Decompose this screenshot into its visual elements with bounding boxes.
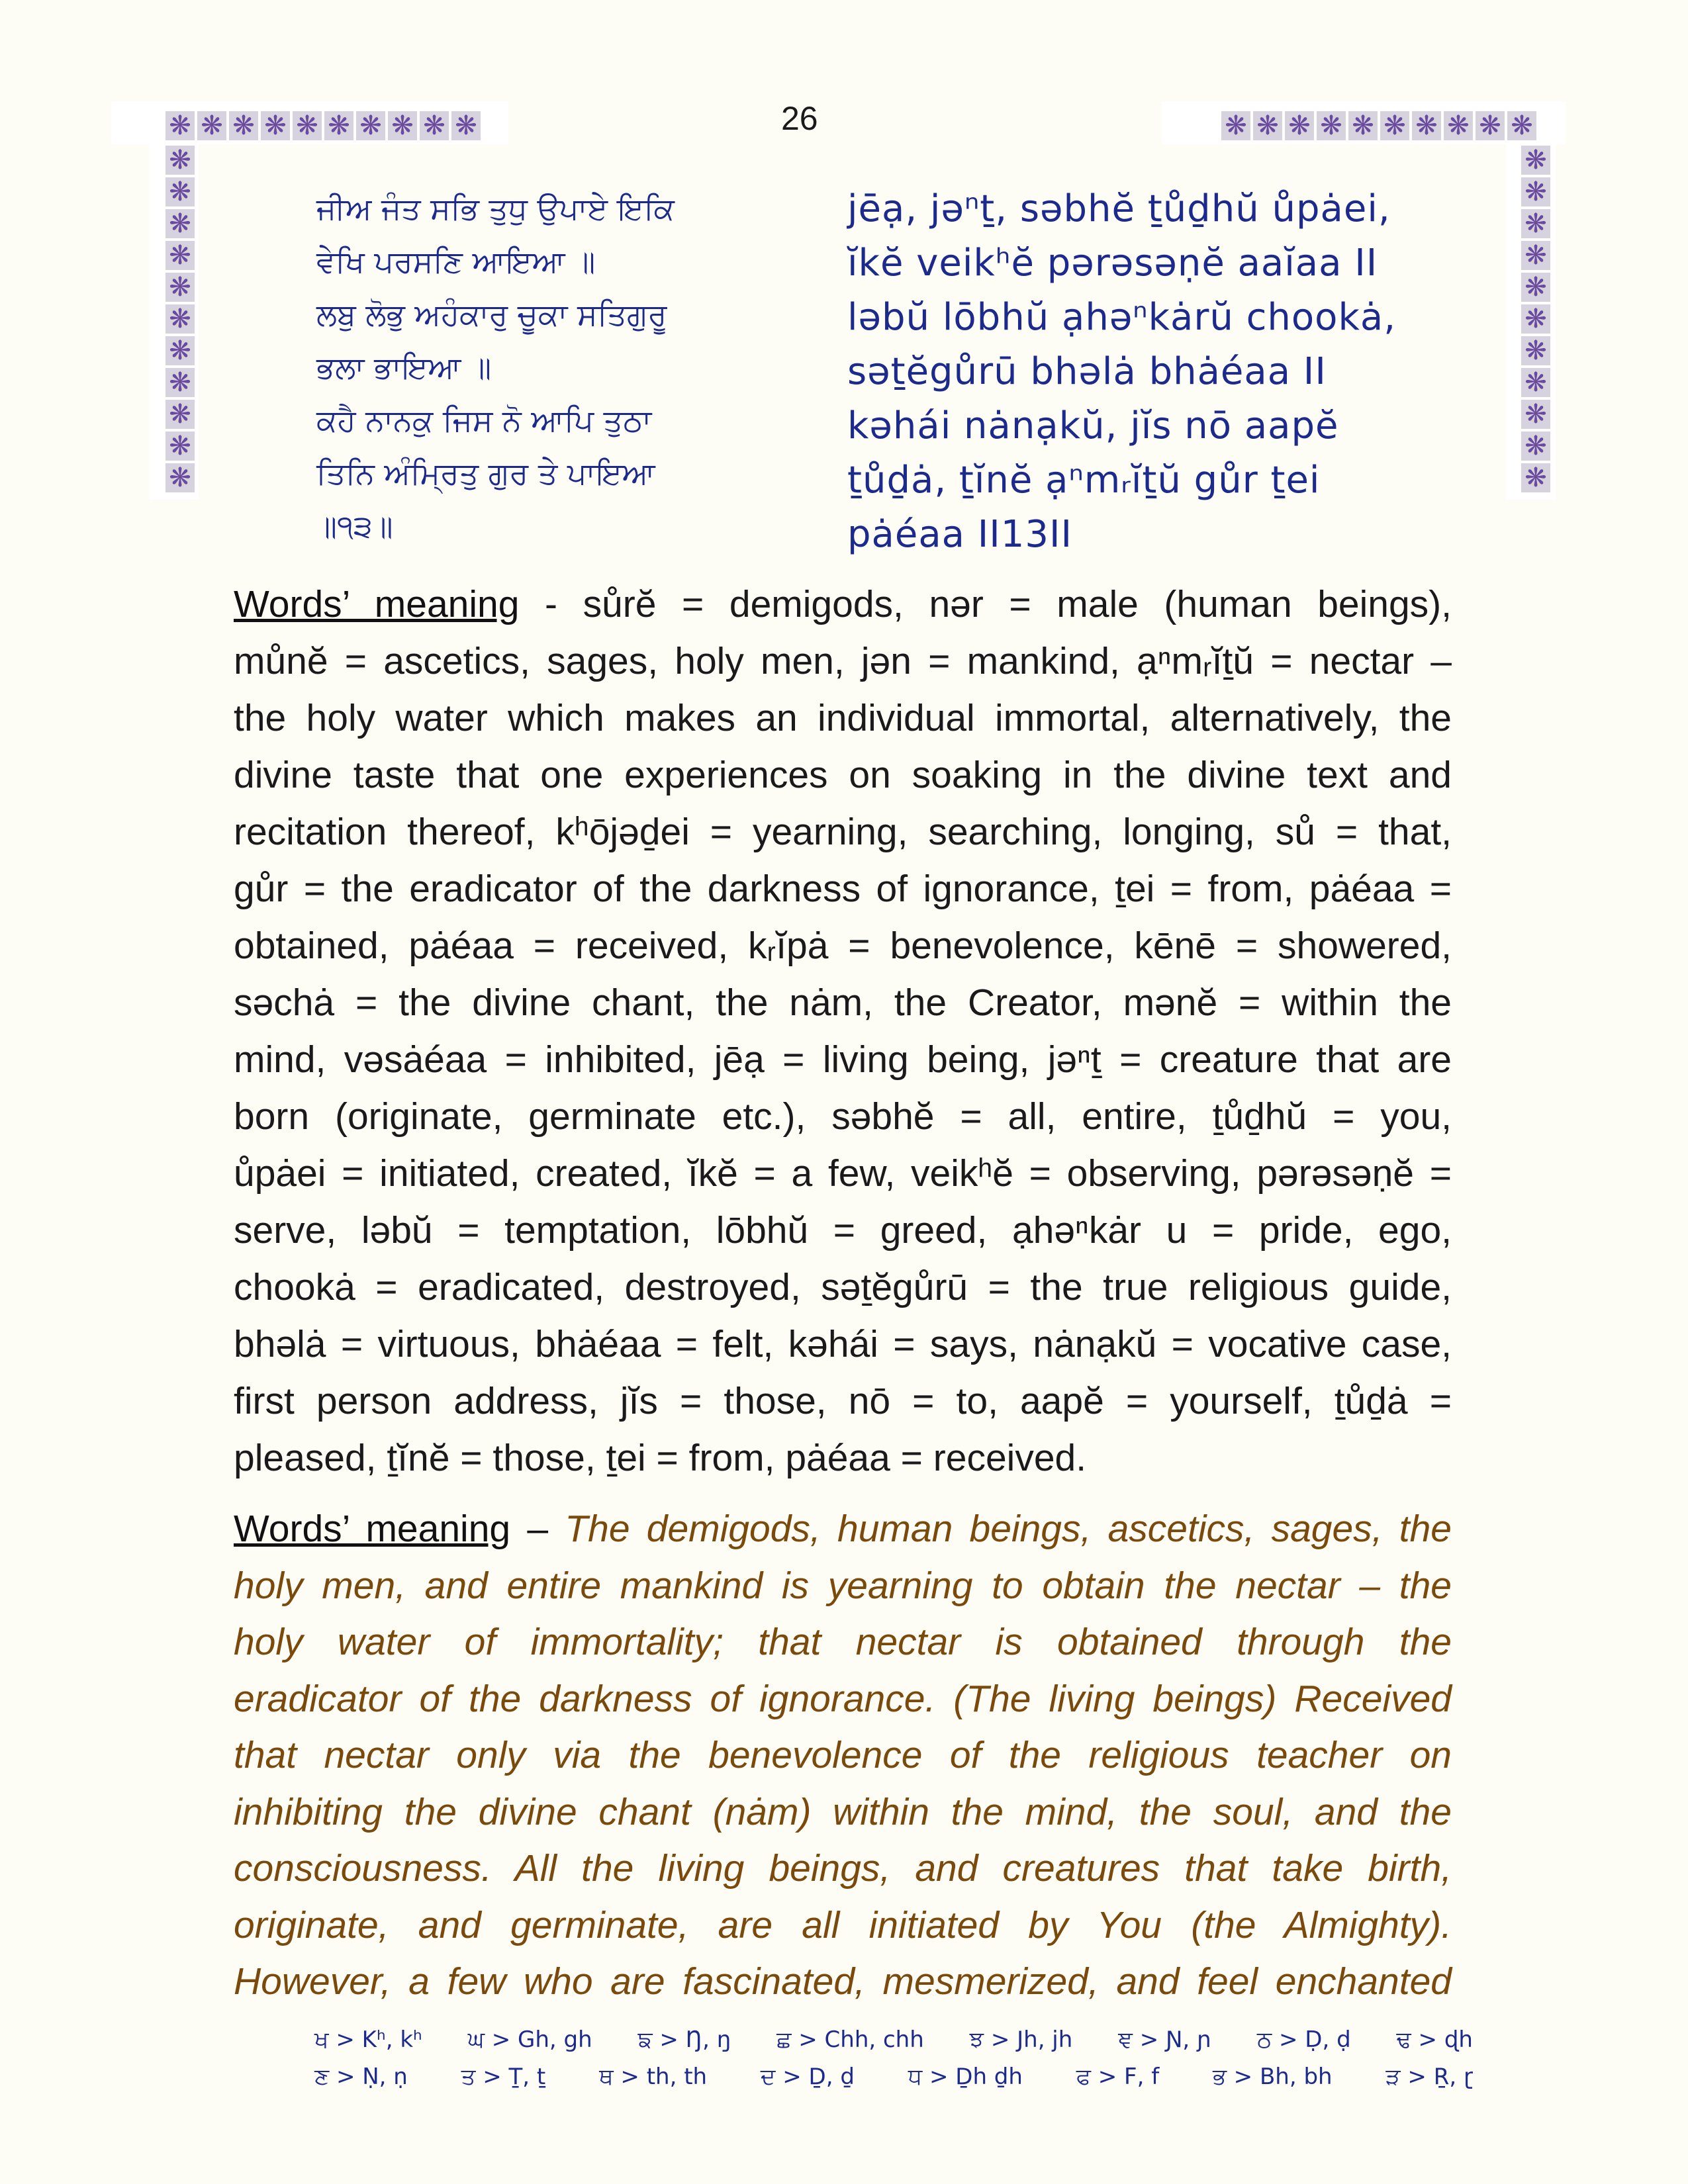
- key-entry: ਞ > Ɲ, ɲ: [1118, 2026, 1211, 2053]
- glossary-line: ůpȧei = initiated, created, ĭkĕ = a few, veikʰĕ = observing, pərəsəṇĕ =: [234, 1152, 1452, 1195]
- star-ornament-icon: ❋: [197, 111, 226, 140]
- star-ornament-icon: ❋: [356, 111, 385, 140]
- meaning-line: However, a few who are fascinated, mesmerized, and feel enchanted: [234, 1960, 1452, 2003]
- star-ornament-icon: ❋: [1521, 241, 1550, 270]
- star-ornament-icon: ❋: [1521, 463, 1550, 492]
- gurmukhi-line: ਤਿਨਿ ਅੰਮ੍ਰਿਤੁ ਗੁਰ ਤੇ ਪਾਇਆ: [316, 455, 655, 491]
- star-ornament-icon: ❋: [1507, 111, 1536, 140]
- star-ornament-icon: ❋: [1380, 111, 1409, 140]
- glossary-line: můnĕ = ascetics, sages, holy men, jən = mankind, ạⁿmᵣĭṯŭ = nectar –: [234, 640, 1452, 682]
- star-ornament-icon: ❋: [1521, 177, 1550, 206]
- key-entry: ਖ > Kʰ, kʰ: [314, 2026, 422, 2053]
- glossary-line: mind, vəsȧéaa = inhibited, jēạ = living being, jəⁿṯ = creature that are: [234, 1038, 1452, 1081]
- meaning-line: that nectar only via the benevolence of the religious teacher on: [234, 1734, 1452, 1776]
- glossary-line: first person address, jĭs = those, nō = to, aapĕ = yourself, ṯůḏȧ =: [234, 1380, 1452, 1422]
- glossary-line: gůr = the eradicator of the darkness of ignorance, ṯei = from, pȧéaa =: [234, 868, 1452, 910]
- gurmukhi-line: ਭਲਾ ਭਾਇਆ ॥: [316, 349, 492, 385]
- transliteration-line: ləbŭ lōbhŭ ạhəⁿkȧrŭ chookȧ,: [847, 296, 1396, 339]
- glossary-line: chookȧ = eradicated, destroyed, səṯĕgůrū = the true religious guide,: [234, 1266, 1452, 1308]
- glossary-line: obtained, pȧéaa = received, kᵣĭpȧ = benevolence, kēnē = showered,: [234, 925, 1452, 967]
- star-ornament-icon: ❋: [1521, 336, 1550, 365]
- star-ornament-icon: ❋: [1521, 432, 1550, 461]
- star-ornament-icon: ❋: [1521, 400, 1550, 429]
- key-entry: ਭ > Bh, bh: [1213, 2064, 1333, 2090]
- glossary-line: Words’ meaning - sůrĕ = demigods, nər = male (human beings),: [234, 583, 1452, 625]
- meaning-line: inhibiting the divine chant (nȧm) within the mind, the soul, and the: [234, 1790, 1452, 1833]
- top-left-star-border: [165, 111, 481, 140]
- star-ornament-icon: ❋: [451, 111, 481, 140]
- star-ornament-icon: ❋: [165, 304, 195, 334]
- transliteration-line: səṯĕgůrū bhəlȧ bhȧéaa II: [847, 350, 1327, 393]
- left-star-border: [165, 146, 195, 492]
- gurmukhi-verse: [316, 182, 714, 553]
- key-entry: ਫ > F, f: [1076, 2064, 1160, 2090]
- words-meaning-heading: Words’ meaning: [234, 583, 520, 625]
- gurmukhi-line: ਜੀਅ ਜੰਤ ਸਭਿ ਤੁਧੁ ਉਪਾਏ ਇਕਿ: [316, 191, 675, 226]
- glossary-line: the holy water which makes an individual immortal, alternatively, the: [234, 697, 1452, 739]
- transliteration-line: ĭkĕ veikʰĕ pərəsəṇĕ aaĭaa II: [847, 242, 1378, 285]
- transliteration: [847, 182, 1396, 562]
- transliteration-line: jēạ, jəⁿṯ, səbhĕ ṯůḏhŭ ůpȧei,: [847, 187, 1391, 230]
- top-right-star-border: [1221, 111, 1536, 140]
- star-ornament-icon: ❋: [1444, 111, 1473, 140]
- star-ornament-icon: ❋: [388, 111, 417, 140]
- star-ornament-icon: ❋: [165, 241, 195, 270]
- words-meaning-glossary: [234, 576, 1452, 1486]
- key-entry: ਦ > Ḏ, ḏ: [760, 2064, 855, 2090]
- gurmukhi-line: ਕਹੈ ਨਾਨਕੁ ਜਿਸ ਨੋ ਆਪਿ ਤੁਠਾ: [316, 402, 652, 438]
- meaning-line: Words’ meaning – The demigods, human beings, ascetics, sages, the: [234, 1508, 1452, 1550]
- star-ornament-icon: ❋: [324, 111, 353, 140]
- star-ornament-icon: ❋: [165, 146, 195, 175]
- star-ornament-icon: ❋: [165, 432, 195, 461]
- meaning-line: originate, and germinate, are all initiated by You (the Almighty).: [234, 1903, 1452, 1946]
- key-entry: ਝ > Jh, jh: [969, 2026, 1073, 2053]
- glossary-line: recitation thereof, kʰōjəḏei = yearning, searching, longing, sů = that,: [234, 811, 1452, 853]
- star-ornament-icon: ❋: [1521, 146, 1550, 175]
- star-ornament-icon: ❋: [165, 273, 195, 302]
- key-entry: ਙ > Ŋ, ŋ: [637, 2026, 731, 2053]
- star-ornament-icon: ❋: [1412, 111, 1441, 140]
- key-entry: ਘ > Gh, gh: [467, 2026, 592, 2053]
- gurmukhi-line: ਵੇਖਿ ਪਰਸਣਿ ਆਇਆ ॥: [316, 244, 596, 279]
- star-ornament-icon: ❋: [1348, 111, 1378, 140]
- star-ornament-icon: ❋: [1285, 111, 1314, 140]
- meaning-line: eradicator of the darkness of ignorance. (The living beings) Received: [234, 1677, 1452, 1720]
- key-entry: ਢ > ɖh: [1396, 2026, 1473, 2053]
- right-star-border: [1521, 146, 1550, 492]
- star-ornament-icon: ❋: [229, 111, 258, 140]
- glossary-line: pleased, ṯĭnĕ = those, ṯei = from, pȧéaa = received.: [234, 1437, 1087, 1479]
- meaning-line: consciousness. All the living beings, and creatures that take birth,: [234, 1847, 1452, 1889]
- star-ornament-icon: ❋: [1521, 209, 1550, 238]
- gurmukhi-line: ਲਬੁ ਲੋਭੁ ਅਹੰਕਾਰੁ ਚੂਕਾ ਸਤਿਗੁਰੂ: [316, 296, 667, 332]
- star-ornament-icon: ❋: [165, 177, 195, 206]
- glossary-line: səchȧ = the divine chant, the nȧm, the Creator, mənĕ = within the: [234, 981, 1452, 1024]
- star-ornament-icon: ❋: [1521, 304, 1550, 334]
- transliteration-key-row-1: [314, 2026, 1473, 2053]
- meaning-line: holy men, and entire mankind is yearning to obtain the nectar – the: [234, 1564, 1452, 1607]
- star-ornament-icon: ❋: [165, 111, 195, 140]
- star-ornament-icon: ❋: [165, 209, 195, 238]
- transliteration-key-row-2: [314, 2064, 1473, 2090]
- glossary-line: serve, ləbŭ = temptation, lōbhŭ = greed, ạhəⁿkȧr u = pride, ego,: [234, 1209, 1452, 1251]
- page-number: 26: [781, 100, 818, 137]
- key-entry: ਛ > Chh, chh: [776, 2026, 924, 2053]
- star-ornament-icon: ❋: [420, 111, 449, 140]
- glossary-line: born (originate, germinate etc.), səbhĕ = all, entire, ṯůḏhŭ = you,: [234, 1095, 1452, 1138]
- star-ornament-icon: ❋: [165, 336, 195, 365]
- star-ornament-icon: ❋: [1221, 111, 1250, 140]
- star-ornament-icon: ❋: [1521, 368, 1550, 397]
- gurmukhi-line: ॥੧੩॥: [316, 508, 393, 544]
- star-ornament-icon: ❋: [1521, 273, 1550, 302]
- key-entry: ਠ > Ḍ, ḍ: [1256, 2026, 1351, 2053]
- meaning-paragraph: [234, 1501, 1452, 2011]
- transliteration-line: kəhái nȧnạkŭ, jĭs nō aapĕ: [847, 404, 1339, 447]
- star-ornament-icon: ❋: [165, 463, 195, 492]
- star-ornament-icon: ❋: [293, 111, 322, 140]
- glossary-line: divine taste that one experiences on soaking in the divine text and: [234, 754, 1452, 796]
- star-ornament-icon: ❋: [1317, 111, 1346, 140]
- key-entry: ੜ > Ṟ, ɽ: [1385, 2064, 1473, 2090]
- key-entry: ਧ > Ḏh ḏh: [908, 2064, 1023, 2090]
- star-ornament-icon: ❋: [165, 400, 195, 429]
- glossary-line: bhəlȧ = virtuous, bhȧéaa = felt, kəhái = says, nȧnạkŭ = vocative case,: [234, 1323, 1452, 1365]
- key-entry: ਣ > Ṇ, ṇ: [314, 2064, 408, 2090]
- key-entry: ਥ > th, th: [599, 2064, 708, 2090]
- meaning-heading: Words’ meaning: [234, 1508, 511, 1550]
- star-ornament-icon: ❋: [1476, 111, 1505, 140]
- meaning-line: holy water of immortality; that nectar is obtained through the: [234, 1621, 1452, 1663]
- key-entry: ਤ > Ṯ, ṯ: [461, 2064, 546, 2090]
- transliteration-line: ṯůḏȧ, ṯĭnĕ ạⁿmᵣĭṯŭ gůr ṯei: [847, 459, 1321, 502]
- star-ornament-icon: ❋: [261, 111, 290, 140]
- star-ornament-icon: ❋: [1253, 111, 1282, 140]
- transliteration-line: pȧéaa II13II: [847, 513, 1073, 556]
- star-ornament-icon: ❋: [165, 368, 195, 397]
